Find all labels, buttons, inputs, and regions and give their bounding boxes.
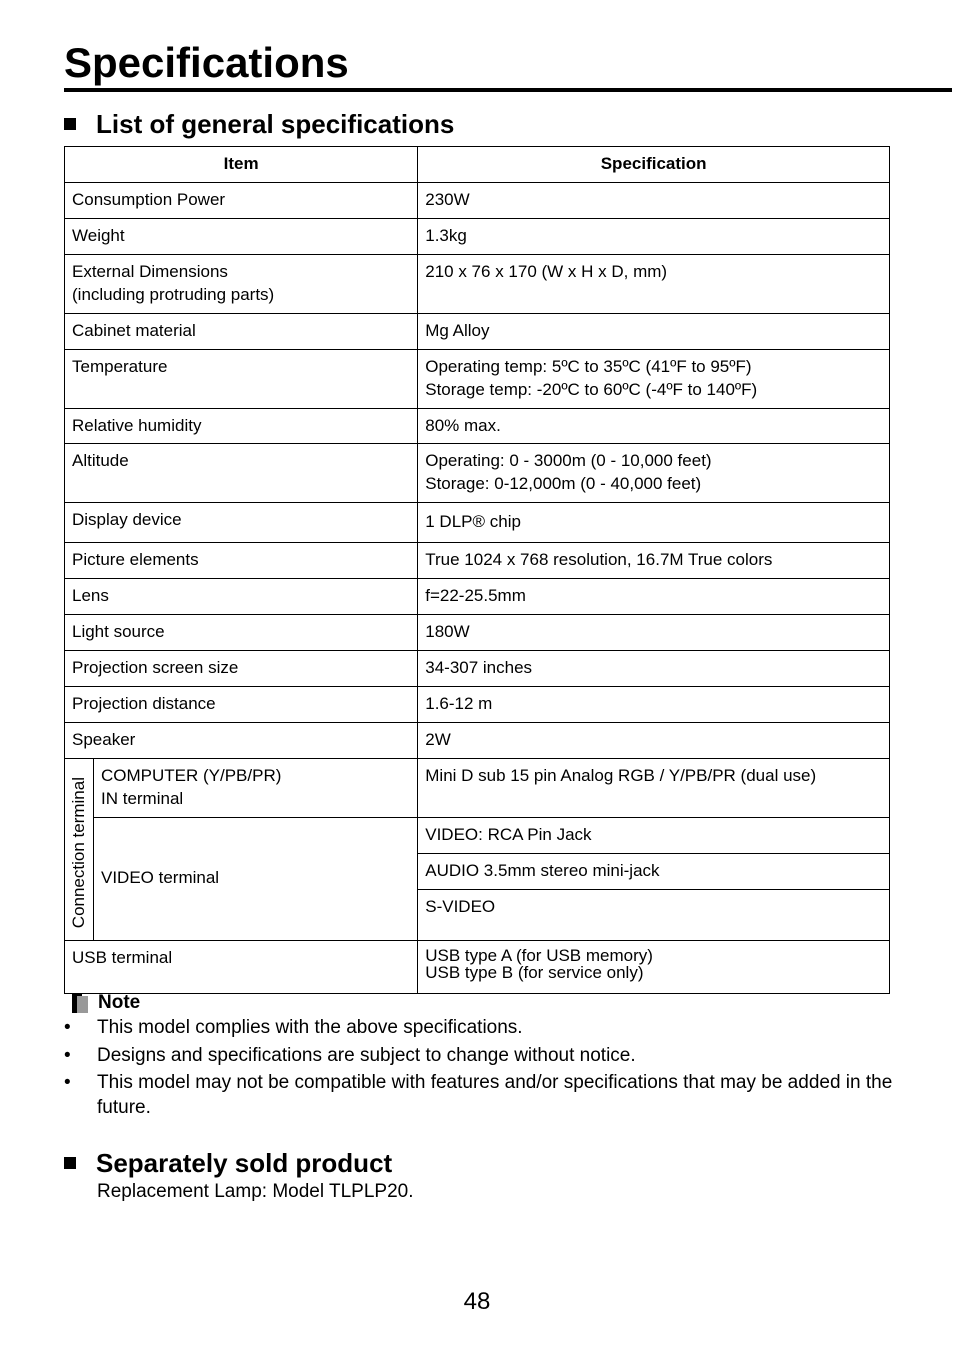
item-cell: USB terminal <box>65 940 418 993</box>
table-row-usb-terminal <box>65 940 890 993</box>
spec-cell: 180W <box>418 615 890 651</box>
spec-cell: 230W <box>418 182 890 218</box>
table-row <box>65 543 890 579</box>
note-label: Note <box>98 992 141 1013</box>
table-row <box>65 182 890 218</box>
table-row <box>65 615 890 651</box>
note-heading <box>72 992 894 1014</box>
page-number: 48 <box>463 1288 491 1315</box>
note-block <box>64 992 894 1124</box>
spec-cell: True 1024 x 768 resolution, 16.7M True colors <box>418 543 890 579</box>
item-cell: Altitude <box>65 444 418 503</box>
spec-cell: USB type A (for USB memory) USB type B (for service only) <box>418 940 890 993</box>
note-list <box>64 1016 894 1121</box>
item-cell: Speaker <box>65 722 418 758</box>
item-cell: Display device <box>65 503 418 543</box>
spec-cell: 34-307 inches <box>418 651 890 687</box>
spec-cell: Operating temp: 5ºC to 35ºC (41ºF to 95ºF) Storage temp: -20ºC to 60ºC (-4ºF to 140ºF) <box>418 349 890 408</box>
table-row <box>65 579 890 615</box>
table-row <box>65 722 890 758</box>
spec-cell: Mini D sub 15 pin Analog RGB / Y/PB/PR (dual use) <box>418 758 890 817</box>
item-cell: Light source <box>65 615 418 651</box>
spec-cell: 1.6-12 m <box>418 687 890 723</box>
spec-cell: 80% max. <box>418 408 890 444</box>
spec-cell: 1.3kg <box>418 218 890 254</box>
title-rule <box>64 88 952 92</box>
table-row <box>65 408 890 444</box>
table-row <box>65 687 890 723</box>
item-cell: Temperature <box>65 349 418 408</box>
square-bullet-icon <box>64 1157 76 1169</box>
table-row <box>65 349 890 408</box>
general-spec-heading <box>64 111 454 137</box>
general-spec-heading-text: List of general specifications <box>96 109 455 139</box>
spec-cell: 2W <box>418 722 890 758</box>
col-header-item: Item <box>65 147 418 183</box>
item-cell: Lens <box>65 579 418 615</box>
item-cell: VIDEO terminal <box>94 817 418 940</box>
connection-terminal-group-cell <box>65 758 94 940</box>
table-row-computer-terminal <box>65 758 890 817</box>
table-row <box>65 503 890 543</box>
square-bullet-icon <box>64 118 76 130</box>
table-header-row <box>65 147 890 183</box>
note-icon <box>72 993 88 1013</box>
page-title: Specifications <box>64 39 349 86</box>
spec-table <box>64 146 890 994</box>
sold-product-text: Replacement Lamp: Model TLPLP20. <box>97 1181 414 1202</box>
col-header-spec: Specification <box>418 147 890 183</box>
table-row-video-terminal <box>65 817 890 853</box>
table-row <box>65 313 890 349</box>
spec-cell: Operating: 0 - 3000m (0 - 10,000 feet) Storage: 0-12,000m (0 - 40,000 feet) <box>418 444 890 503</box>
table-row <box>65 218 890 254</box>
spec-cell: VIDEO: RCA Pin Jack <box>418 817 890 853</box>
item-cell: External Dimensions (including protruding parts) <box>65 254 418 313</box>
spec-cell: f=22-25.5mm <box>418 579 890 615</box>
sold-product-heading-text: Separately sold product <box>96 1148 393 1178</box>
table-row <box>65 444 890 503</box>
item-cell: Projection screen size <box>65 651 418 687</box>
item-cell: Projection distance <box>65 687 418 723</box>
item-cell: Consumption Power <box>65 182 418 218</box>
item-cell: Cabinet material <box>65 313 418 349</box>
connection-terminal-label: Connection terminal <box>68 777 88 929</box>
spec-cell: AUDIO 3.5mm stereo mini-jack <box>418 853 890 889</box>
spec-cell: Mg Alloy <box>418 313 890 349</box>
sold-product-heading <box>64 1150 392 1176</box>
item-cell: COMPUTER (Y/PB/PR) IN terminal <box>94 758 418 817</box>
item-cell: Relative humidity <box>65 408 418 444</box>
spec-cell: 1 DLP® chip <box>418 503 890 543</box>
item-cell: Weight <box>65 218 418 254</box>
list-item: • This model may not be compatible with features and/or specifications that may be added in the future. <box>64 1071 894 1120</box>
table-row <box>65 651 890 687</box>
spec-cell: 210 x 76 x 170 (W x H x D, mm) <box>418 254 890 313</box>
item-cell: Picture elements <box>65 543 418 579</box>
table-row <box>65 254 890 313</box>
list-item: • Designs and specifications are subject to change without notice. <box>64 1044 894 1069</box>
list-item: • This model complies with the above specifications. <box>64 1016 894 1041</box>
spec-cell: S-VIDEO <box>418 889 890 940</box>
